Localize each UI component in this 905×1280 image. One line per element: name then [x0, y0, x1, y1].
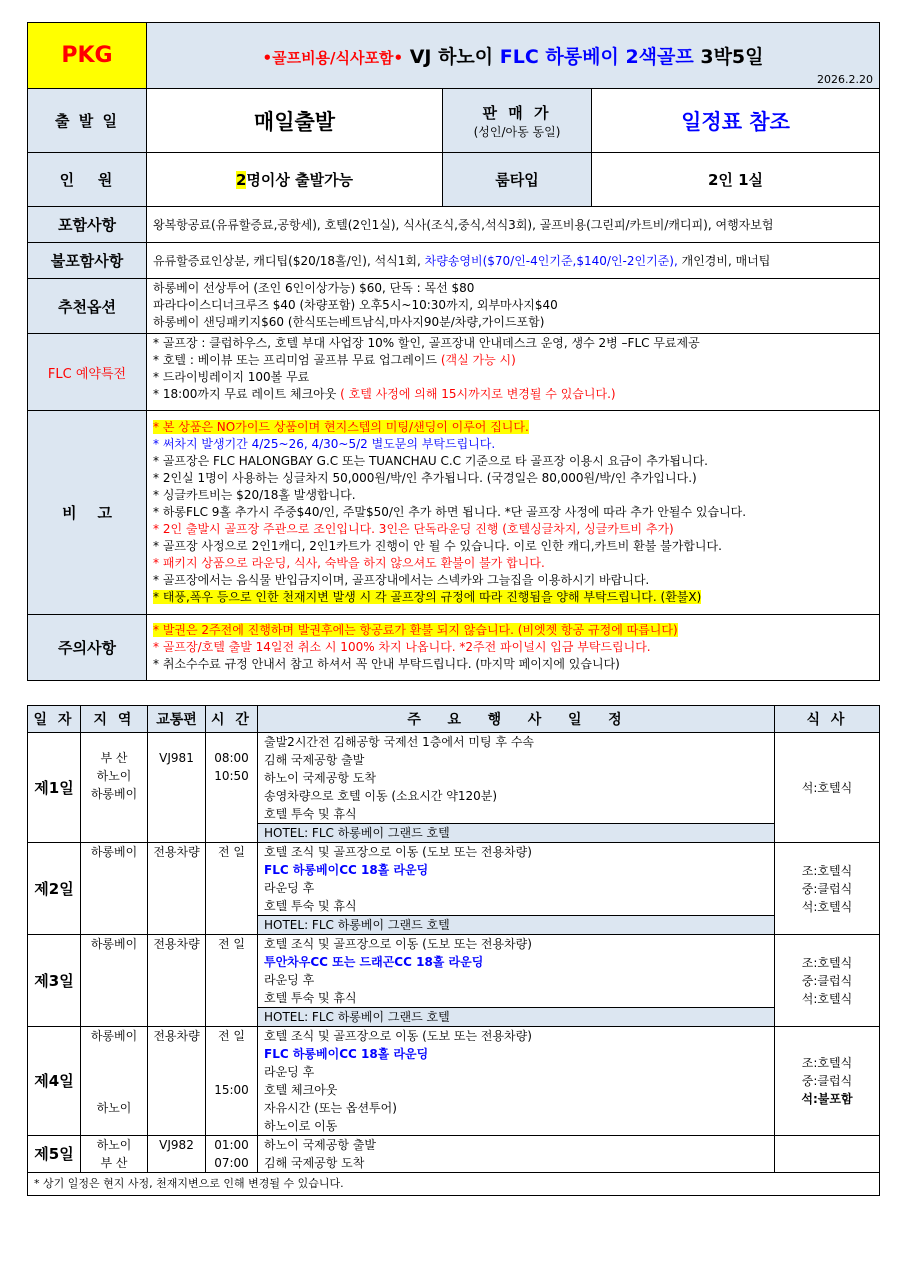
schedule-row-day2 — [28, 843, 880, 935]
package-info-table — [27, 22, 880, 681]
hotel-name: HOTEL: FLC 하롱베이 그랜드 호텔 — [258, 823, 774, 842]
day-label: 제1일 — [28, 733, 81, 843]
price-sub: (성인/아동 동일) — [473, 124, 561, 139]
include-text: 왕복항공료(유류할증료,공항세), 호텔(2인1실), 식사(조식,중식,석식3회), 골프비용(그린피/카트비/캐디피), 여행자보험 — [147, 207, 880, 243]
title-tail: 3박5일 — [693, 46, 764, 68]
flc-line: * 골프장 : 클럽하우스, 호텔 부대 사업장 10% 할인, 골프장내 안내데스크 운영, 생수 2병 –FLC 무료제공 — [153, 336, 700, 350]
option-item: 하롱베이 선상투어 (조인 6인이상가능) $60, 단독 : 목선 $80 — [153, 281, 475, 295]
region: 하노이 부 산 — [81, 1136, 148, 1173]
people-cell — [147, 153, 443, 207]
plan: 출발2시간전 김해공항 국제선 1층에서 미팅 후 수속 김해 국제공항 출발 하노이 국제공항 도착 송영차량으로 호텔 이동 (소요시간 약120분) 호텔 투숙 및 휴식 HOTEL: FLC 하롱베이 그랜드 호텔 — [258, 733, 775, 843]
title-flc: FLC 하롱베이 2색골프 — [499, 46, 694, 68]
meals: 조:호텔식 중:클럽식 석:불포함 — [775, 1027, 880, 1136]
people-value: 명이상 출발가능 — [246, 171, 354, 189]
remark-line: * 패키지 상품으로 라운딩, 식사, 숙박을 하지 않으셔도 환불이 불가 합니다. — [153, 556, 545, 570]
day-label: 제5일 — [28, 1136, 81, 1173]
schedule-table — [27, 705, 880, 1196]
room-label: 룸타입 — [443, 153, 592, 207]
exclude-shuttle: 차량송영비($70/인-4인기준,$140/인-2인기준), — [424, 254, 678, 268]
flc-benefits — [147, 334, 880, 411]
remarks-list — [147, 411, 880, 615]
remark-line: * 싱글카트비는 $20/18홀 발생합니다. — [153, 488, 356, 502]
room-value: 2인 1실 — [592, 153, 880, 207]
flc-label: FLC 예약특전 — [28, 334, 147, 411]
schedule-row-day3 — [28, 935, 880, 1027]
remark-line: * 2인실 1명이 사용하는 싱글차지 50,000원/박/인 추가됩니다. (국경일은 80,000원/박/인 추가입니다.) — [153, 471, 697, 485]
times: 01:00 07:00 — [206, 1136, 258, 1173]
options-list — [147, 279, 880, 334]
remark-line: * 골프장은 FLC HALONGBAY G.C 또는 TUANCHAU C.C 기준으로 타 골프장 이용시 요금이 추가됩니다. — [153, 454, 708, 468]
day-label: 제3일 — [28, 935, 81, 1027]
time: 전 일 — [206, 935, 258, 1027]
remark-line: * 써차지 발생기간 4/25~26, 4/30~5/2 별도문의 부탁드립니다. — [153, 437, 496, 451]
remark-line: * 본 상품은 NO가이드 상품이며 현지스텝의 미팅/샌딩이 이루어 집니다. — [153, 420, 529, 434]
exclude-text — [147, 243, 880, 279]
transport: 전용차량 — [148, 843, 206, 935]
region: 부 산 하노이 하롱베이 — [81, 733, 148, 843]
meals: 조:호텔식 중:클럽식 석:호텔식 — [775, 843, 880, 935]
options-label: 추천옵션 — [28, 279, 147, 334]
schedule-row-day1 — [28, 733, 880, 843]
option-item: 하롱베이 샌딩패키지$60 (한식또는베트남식,마사지90분/차량,가이드포함) — [153, 315, 545, 329]
title-main: VJ 하노이 — [403, 46, 500, 68]
exclude-a: 유류할증료인상분, 캐디팁($20/18홀/인), 석식1회, — [153, 254, 425, 268]
schedule-row-day4 — [28, 1027, 880, 1136]
caution-line: * 취소수수료 규정 안내서 참고 하셔서 꼭 안내 부탁드립니다. (마지막 페이지에 있습니다) — [153, 657, 620, 671]
region: 하롱베이 하노이 — [81, 1027, 148, 1136]
caution-line: * 골프장/호텔 출발 14일전 취소 시 100% 차지 나옵니다. *2주전 파이널시 입금 부탁드립니다. — [153, 640, 651, 654]
people-num: 2 — [235, 171, 247, 189]
times: 08:00 10:50 — [206, 733, 258, 843]
col-day: 일 자 — [28, 706, 81, 733]
price-value: 일정표 참조 — [592, 89, 880, 153]
col-time: 시 간 — [206, 706, 258, 733]
meals: 석:호텔식 — [775, 733, 880, 843]
remark-line: * 골프장 사정으로 2인1캐디, 2인1카트가 진행이 안 될 수 있습니다. 이로 인한 캐디,카트비 환불 불가합니다. — [153, 539, 722, 553]
transport: 전용차량 — [148, 935, 206, 1027]
doc-date: 2026.2.20 — [817, 73, 874, 86]
flc-line: * 드라이빙레이지 100볼 무료 — [153, 370, 310, 384]
hotel-name: HOTEL: FLC 하롱베이 그랜드 호텔 — [258, 1007, 774, 1026]
caution-list — [147, 615, 880, 681]
package-title — [147, 23, 880, 89]
meals — [775, 1136, 880, 1173]
times: 전 일 15:00 — [206, 1027, 258, 1136]
day-label: 제4일 — [28, 1027, 81, 1136]
time: 전 일 — [206, 843, 258, 935]
people-label: 인 원 — [28, 153, 147, 207]
region: 하롱베이 — [81, 843, 148, 935]
meals: 조:호텔식 중:클럽식 석:호텔식 — [775, 935, 880, 1027]
exclude-label: 불포함사항 — [28, 243, 147, 279]
caution-label: 주의사항 — [28, 615, 147, 681]
plan: 하노이 국제공항 출발 김해 국제공항 도착 — [258, 1136, 775, 1173]
plan: 호텔 조식 및 골프장으로 이동 (도보 또는 전용차량) FLC 하롱베이CC 18홀 라운딩 라운딩 후 호텔 투숙 및 휴식 HOTEL: FLC 하롱베이 그랜드 호텔 — [258, 843, 775, 935]
remarks-label: 비 고 — [28, 411, 147, 615]
hotel-name: HOTEL: FLC 하롱베이 그랜드 호텔 — [258, 915, 774, 934]
col-plan: 주 요 행 사 일 정 — [258, 706, 775, 733]
depart-value: 매일출발 — [147, 89, 443, 153]
include-label: 포함사항 — [28, 207, 147, 243]
schedule-note: * 상기 일정은 현지 사정, 천재지변으로 인해 변경될 수 있습니다. — [28, 1173, 880, 1196]
exclude-b: 개인경비, 매너팁 — [677, 254, 771, 268]
title-highlight: •골프비용/식사포함• — [262, 49, 404, 67]
day-label: 제2일 — [28, 843, 81, 935]
flc-line: * 18:00까지 무료 레이트 체크아웃 ( 호텔 사정에 의해 15시까지로 변경될 수 있습니다.) — [153, 387, 616, 401]
region: 하롱베이 — [81, 935, 148, 1027]
transport: 전용차량 — [148, 1027, 206, 1136]
price-label: 판 매 가 — [482, 103, 552, 122]
col-transport: 교통편 — [148, 706, 206, 733]
flight-no: VJ982 — [148, 1136, 206, 1173]
col-meal: 식 사 — [775, 706, 880, 733]
remark-line: * 2인 출발시 골프장 주관으로 조인입니다. 3인은 단독라운딩 진행 (호텔싱글차지, 싱글카트비 추가) — [153, 522, 674, 536]
schedule-row-day5 — [28, 1136, 880, 1173]
depart-label: 출 발 일 — [28, 89, 147, 153]
price-label-cell — [443, 89, 592, 153]
plan: 호텔 조식 및 골프장으로 이동 (도보 또는 전용차량) 투안차우CC 또는 드래곤CC 18홀 라운딩 라운딩 후 호텔 투숙 및 휴식 HOTEL: FLC 하롱베이 그랜드 호텔 — [258, 935, 775, 1027]
col-region: 지 역 — [81, 706, 148, 733]
remark-line: * 태풍,폭우 등으로 인한 천재지변 발생 시 각 골프장의 규정에 따라 진행됨을 양해 부탁드립니다. (환불X) — [153, 590, 702, 604]
option-item: 파라다이스디너크루즈 $40 (차량포함) 오후5시~10:30까지, 외부마사지$40 — [153, 298, 558, 312]
pkg-badge: PKG — [28, 23, 147, 89]
flc-line: * 호텔 : 베이뷰 또는 프리미엄 골프뷰 무료 업그레이드 (객실 가능 시) — [153, 353, 516, 367]
remark-line: * 골프장에서는 음식물 반입금지이며, 골프장내에서는 스넥카와 그늘집을 이용하시기 바랍니다. — [153, 573, 650, 587]
caution-line: * 발권은 2주전에 진행하며 발권후에는 항공료가 환불 되지 않습니다. (비엣젯 항공 규정에 따릅니다) — [153, 623, 678, 637]
plan: 호텔 조식 및 골프장으로 이동 (도보 또는 전용차량) FLC 하롱베이CC 18홀 라운딩 라운딩 후 호텔 체크아웃 자유시간 (또는 옵션투어) 하노이로 이동 — [258, 1027, 775, 1136]
remark-line: * 하롱FLC 9홀 추가시 주중$40/인, 주말$50/인 추가 하면 됩니다. *단 골프장 사정에 따라 추가 안될수 있습니다. — [153, 505, 747, 519]
flight-no: VJ981 — [148, 733, 206, 843]
